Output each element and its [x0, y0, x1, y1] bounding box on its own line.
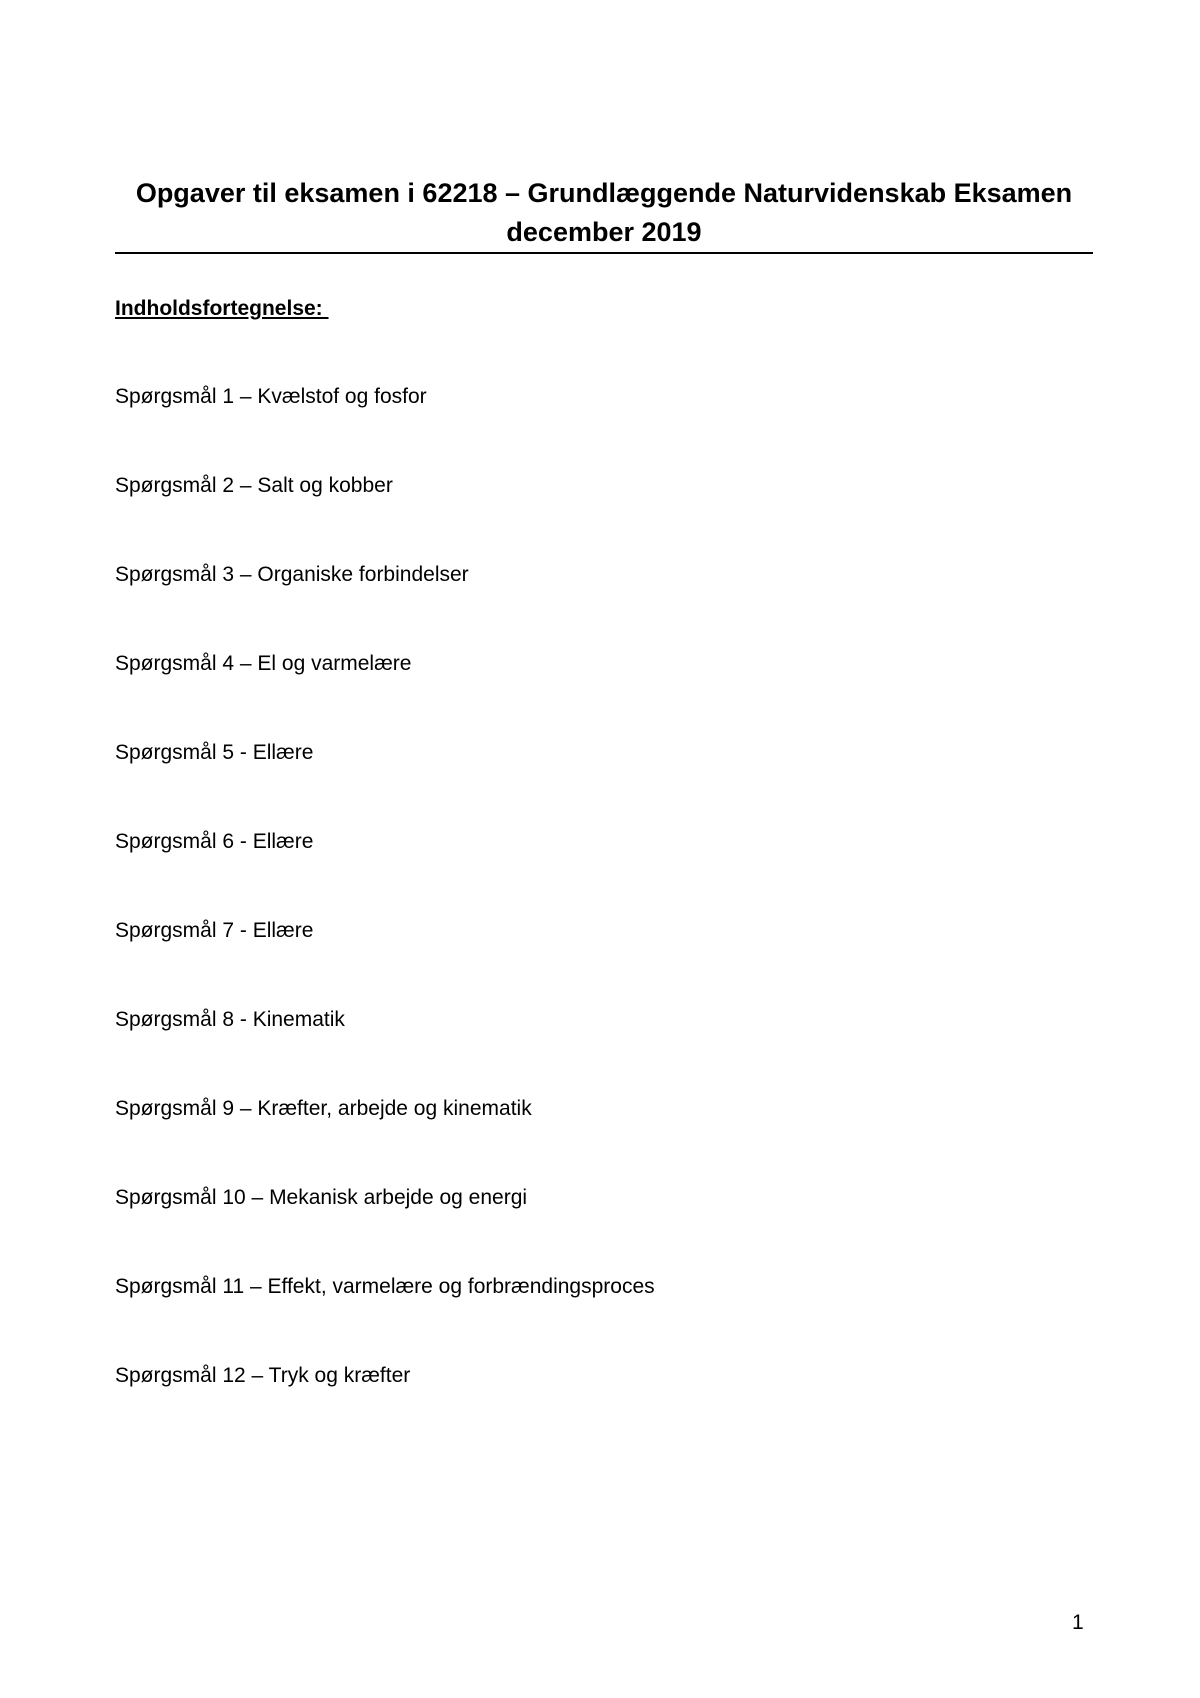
- toc-item-9: Spørgsmål 9 – Kræfter, arbejde og kinematik: [115, 1097, 532, 1120]
- toc-item-6: Spørgsmål 6 - Ellære: [115, 830, 314, 853]
- title-line-2: december 2019: [506, 217, 702, 247]
- document-title: [115, 174, 1093, 252]
- toc-item-3: Spørgsmål 3 – Organiske forbindelser: [115, 563, 469, 586]
- toc-item-2: Spørgsmål 2 – Salt og kobber: [115, 474, 393, 497]
- toc-heading: Indholdsfortegnelse:: [115, 297, 329, 320]
- title-underline-rule: [115, 252, 1093, 254]
- toc-item-1: Spørgsmål 1 – Kvælstof og fosfor: [115, 385, 427, 408]
- toc-item-4: Spørgsmål 4 – El og varmelære: [115, 652, 412, 675]
- toc-item-11: Spørgsmål 11 – Effekt, varmelære og forbrændingsproces: [115, 1275, 655, 1298]
- toc-item-8: Spørgsmål 8 - Kinematik: [115, 1008, 345, 1031]
- toc-item-7: Spørgsmål 7 - Ellære: [115, 919, 314, 942]
- title-line-1: Opgaver til eksamen i 62218 – Grundlæggende Naturvidenskab Eksamen: [135, 178, 1073, 208]
- toc-item-5: Spørgsmål 5 - Ellære: [115, 741, 314, 764]
- toc-list: [115, 383, 1075, 1451]
- toc-item-12: Spørgsmål 12 – Tryk og kræfter: [115, 1364, 411, 1387]
- page-number: 1: [1072, 1611, 1084, 1634]
- toc-item-10: Spørgsmål 10 – Mekanisk arbejde og energi: [115, 1186, 528, 1209]
